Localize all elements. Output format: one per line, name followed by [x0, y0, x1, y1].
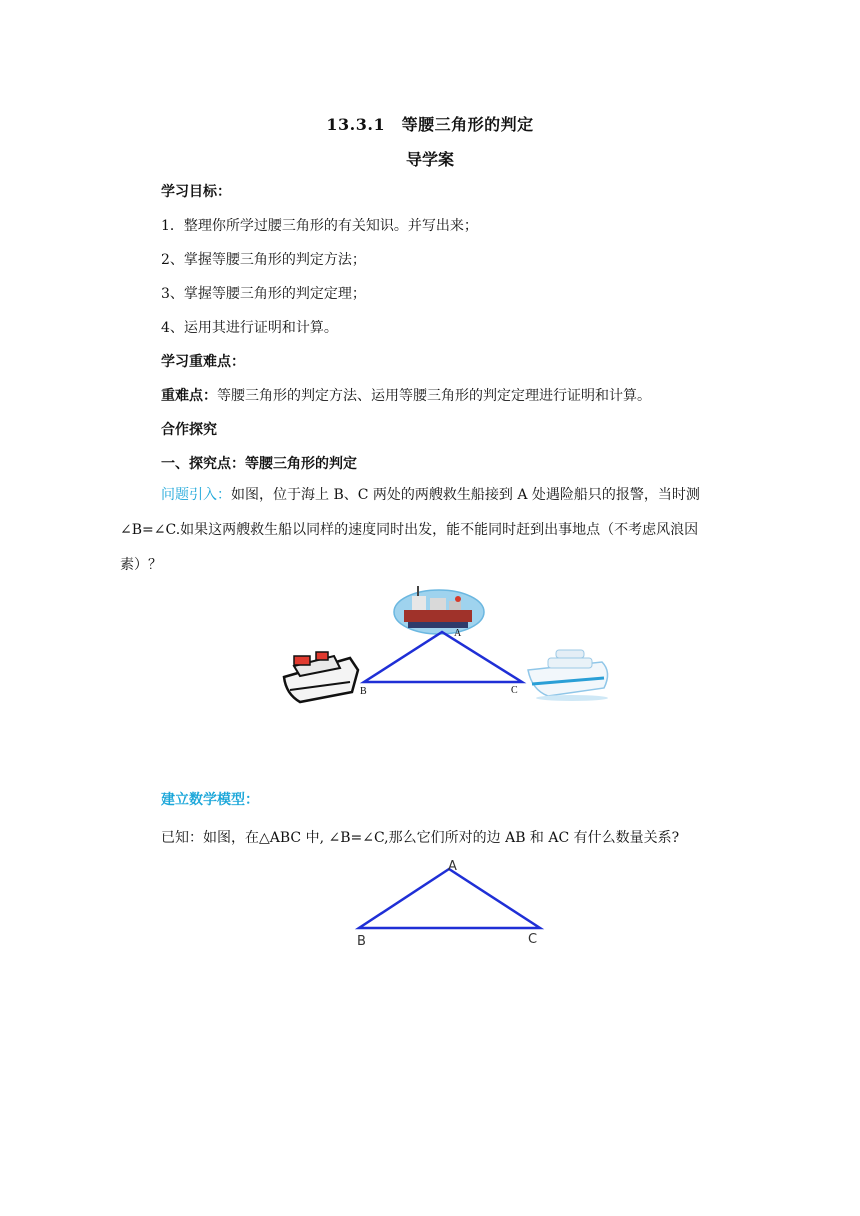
- fig1-label-b: B: [360, 686, 367, 697]
- objectives-heading: 学习目标：: [161, 184, 231, 200]
- objective-item-4: 4、运用其进行证明和计算。: [161, 320, 338, 336]
- fig1-label-a: A: [454, 628, 462, 639]
- fig2-label-c: C: [528, 932, 538, 947]
- objective-item-2: 2、掌握等腰三角形的判定方法；: [161, 252, 366, 268]
- key-points-label: 重难点：: [161, 388, 217, 404]
- key-points-text: 等腰三角形的判定方法、运用等腰三角形的判定定理进行证明和计算。: [217, 388, 651, 404]
- fig1-label-c: C: [511, 685, 518, 696]
- key-points-heading: 学习重难点：: [161, 354, 245, 370]
- doc-subtitle: 导学案: [405, 150, 454, 169]
- intro-text: 如图，位于海上 B、C 两处的两艘救生船接到 A 处遇险船只的报警，当时测∠B=∠C.如果这两艘救生船以同样的速度同时出发，能不能同时赶到出事地点（不考虑风浪因素）？: [120, 487, 700, 573]
- objective-item-3: 3、掌握等腰三角形的判定定理；: [161, 286, 366, 302]
- objective-item-1: 1．整理你所学过腰三角形的有关知识。并写出来；: [161, 218, 478, 234]
- triangle-abc: [359, 869, 540, 928]
- explore-heading: 合作探究: [161, 422, 217, 438]
- doc-title: 13.3.1 等腰三角形的判定: [326, 115, 534, 134]
- explore-section-title: 一、探究点：等腰三角形的判定: [161, 456, 357, 472]
- model-question: 已知：如图，在△ABC 中, ∠B=∠C,那么它们所对的边 AB 和 AC 有什么数量关系?: [161, 830, 680, 846]
- fig2-label-b: B: [357, 934, 366, 949]
- model-heading: 建立数学模型：: [161, 792, 259, 808]
- intro-label: 问题引入：: [161, 487, 231, 503]
- fig2-label-a: A: [448, 859, 457, 874]
